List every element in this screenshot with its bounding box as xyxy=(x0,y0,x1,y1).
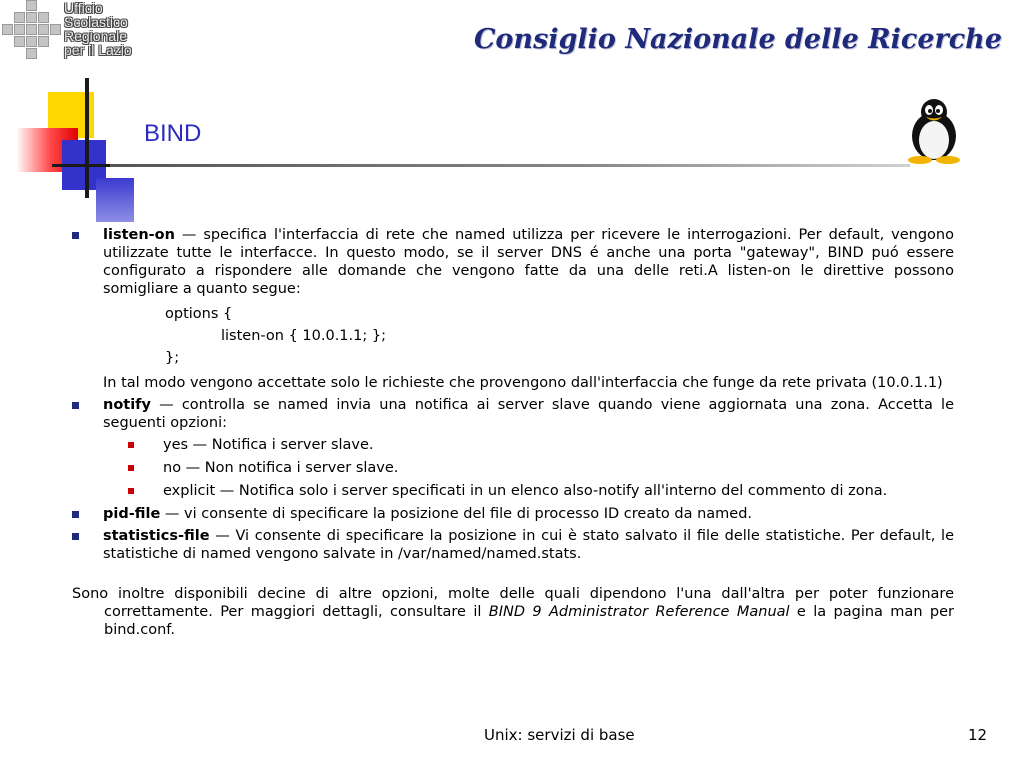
sub-bullet-icon xyxy=(128,488,134,494)
list-item xyxy=(72,226,954,392)
term: statistics-file xyxy=(103,528,210,544)
title-rule xyxy=(110,164,910,167)
closing-text: Sono inoltre disponibili decine di altre opzioni, molte delle quali dipendono l'una dall'altra per poter funzionare correttamente. Per maggiori dettagli, consultare il xyxy=(72,586,954,620)
item-after-text: In tal modo vengono accettate solo le richieste che provengono dall'interfaccia che funge da rete privata (10.0.1.1) xyxy=(103,375,943,391)
sub-list-item xyxy=(72,459,954,477)
usr-logo-line: per il Lazio xyxy=(64,42,132,58)
usr-mosaic-icon xyxy=(0,0,64,62)
sub-bullet-icon xyxy=(128,465,134,471)
bullet-square-icon xyxy=(72,402,79,409)
tux-penguin-icon xyxy=(902,98,966,164)
cnr-logo: Consiglio Nazionale delle Ricerche xyxy=(473,24,1002,55)
usr-logo-text xyxy=(64,1,132,57)
usr-logo-line: Ufficio xyxy=(64,0,103,16)
sub-item-text: no — Non notifica i server slave. xyxy=(163,460,399,476)
footer-title: Unix: servizi di base xyxy=(484,726,635,744)
slide-title: BIND xyxy=(144,120,202,147)
usr-logo-line: Regionale xyxy=(64,28,128,44)
bullet-square-icon xyxy=(72,232,79,239)
sub-item-text: explicit — Notifica solo i server specificati in un elenco also-notify all'interno del commento di zona. xyxy=(163,483,888,499)
item-text: — vi consente di specificare la posizione del file di processo ID creato da named. xyxy=(160,506,753,522)
list-item xyxy=(72,527,954,563)
list-item xyxy=(72,505,954,523)
bullet-square-icon xyxy=(72,533,79,540)
list-item xyxy=(72,396,954,432)
decorative-squares xyxy=(0,78,140,223)
code-line: }; xyxy=(165,350,180,366)
sub-bullet-icon xyxy=(128,442,134,448)
code-line: options { xyxy=(165,306,233,322)
term: notify xyxy=(103,397,151,413)
manual-title: BIND 9 Administrator Reference Manual xyxy=(488,604,790,620)
code-line: listen-on { 10.0.1.1; }; xyxy=(221,328,386,344)
closing-paragraph xyxy=(72,585,954,639)
item-text: — Vi consente di specificare la posizione in cui è stato salvato il file delle statistiche. Per default, le statistiche di named vengono salvate in /var/named/named.stats. xyxy=(103,528,954,562)
sub-list-item xyxy=(72,436,954,454)
usr-lazio-logo xyxy=(0,0,178,62)
vertical-line xyxy=(85,78,89,198)
term: pid-file xyxy=(103,506,161,522)
code-block xyxy=(103,303,954,369)
bullet-square-icon xyxy=(72,511,79,518)
term: listen-on xyxy=(103,227,175,243)
page-number: 12 xyxy=(968,726,988,744)
sub-list-item xyxy=(72,482,954,500)
slide-content xyxy=(72,226,954,639)
closing-text-end: e la pagina man per bind.conf. xyxy=(104,604,954,638)
sub-item-text: yes — Notifica i server slave. xyxy=(163,437,374,453)
usr-logo-line: Scolastico xyxy=(64,14,128,30)
item-text: — controlla se named invia una notifica ai server slave quando viene aggiornata una zona. Accetta le seguenti opzioni: xyxy=(103,397,954,431)
item-text: — specifica l'interfaccia di rete che named utilizza per ricevere le interrogazioni. Per default, vengono utilizzate tutte le interfacce. In questo modo, se il server DNS é anche una porta "gateway", BIND puó essere configurato a rispondere alle domande che vengono fatte da una delle reti.A listen-on le direttive possono somigliare a quanto segue: xyxy=(103,227,954,297)
blue-square-lower xyxy=(96,178,134,222)
